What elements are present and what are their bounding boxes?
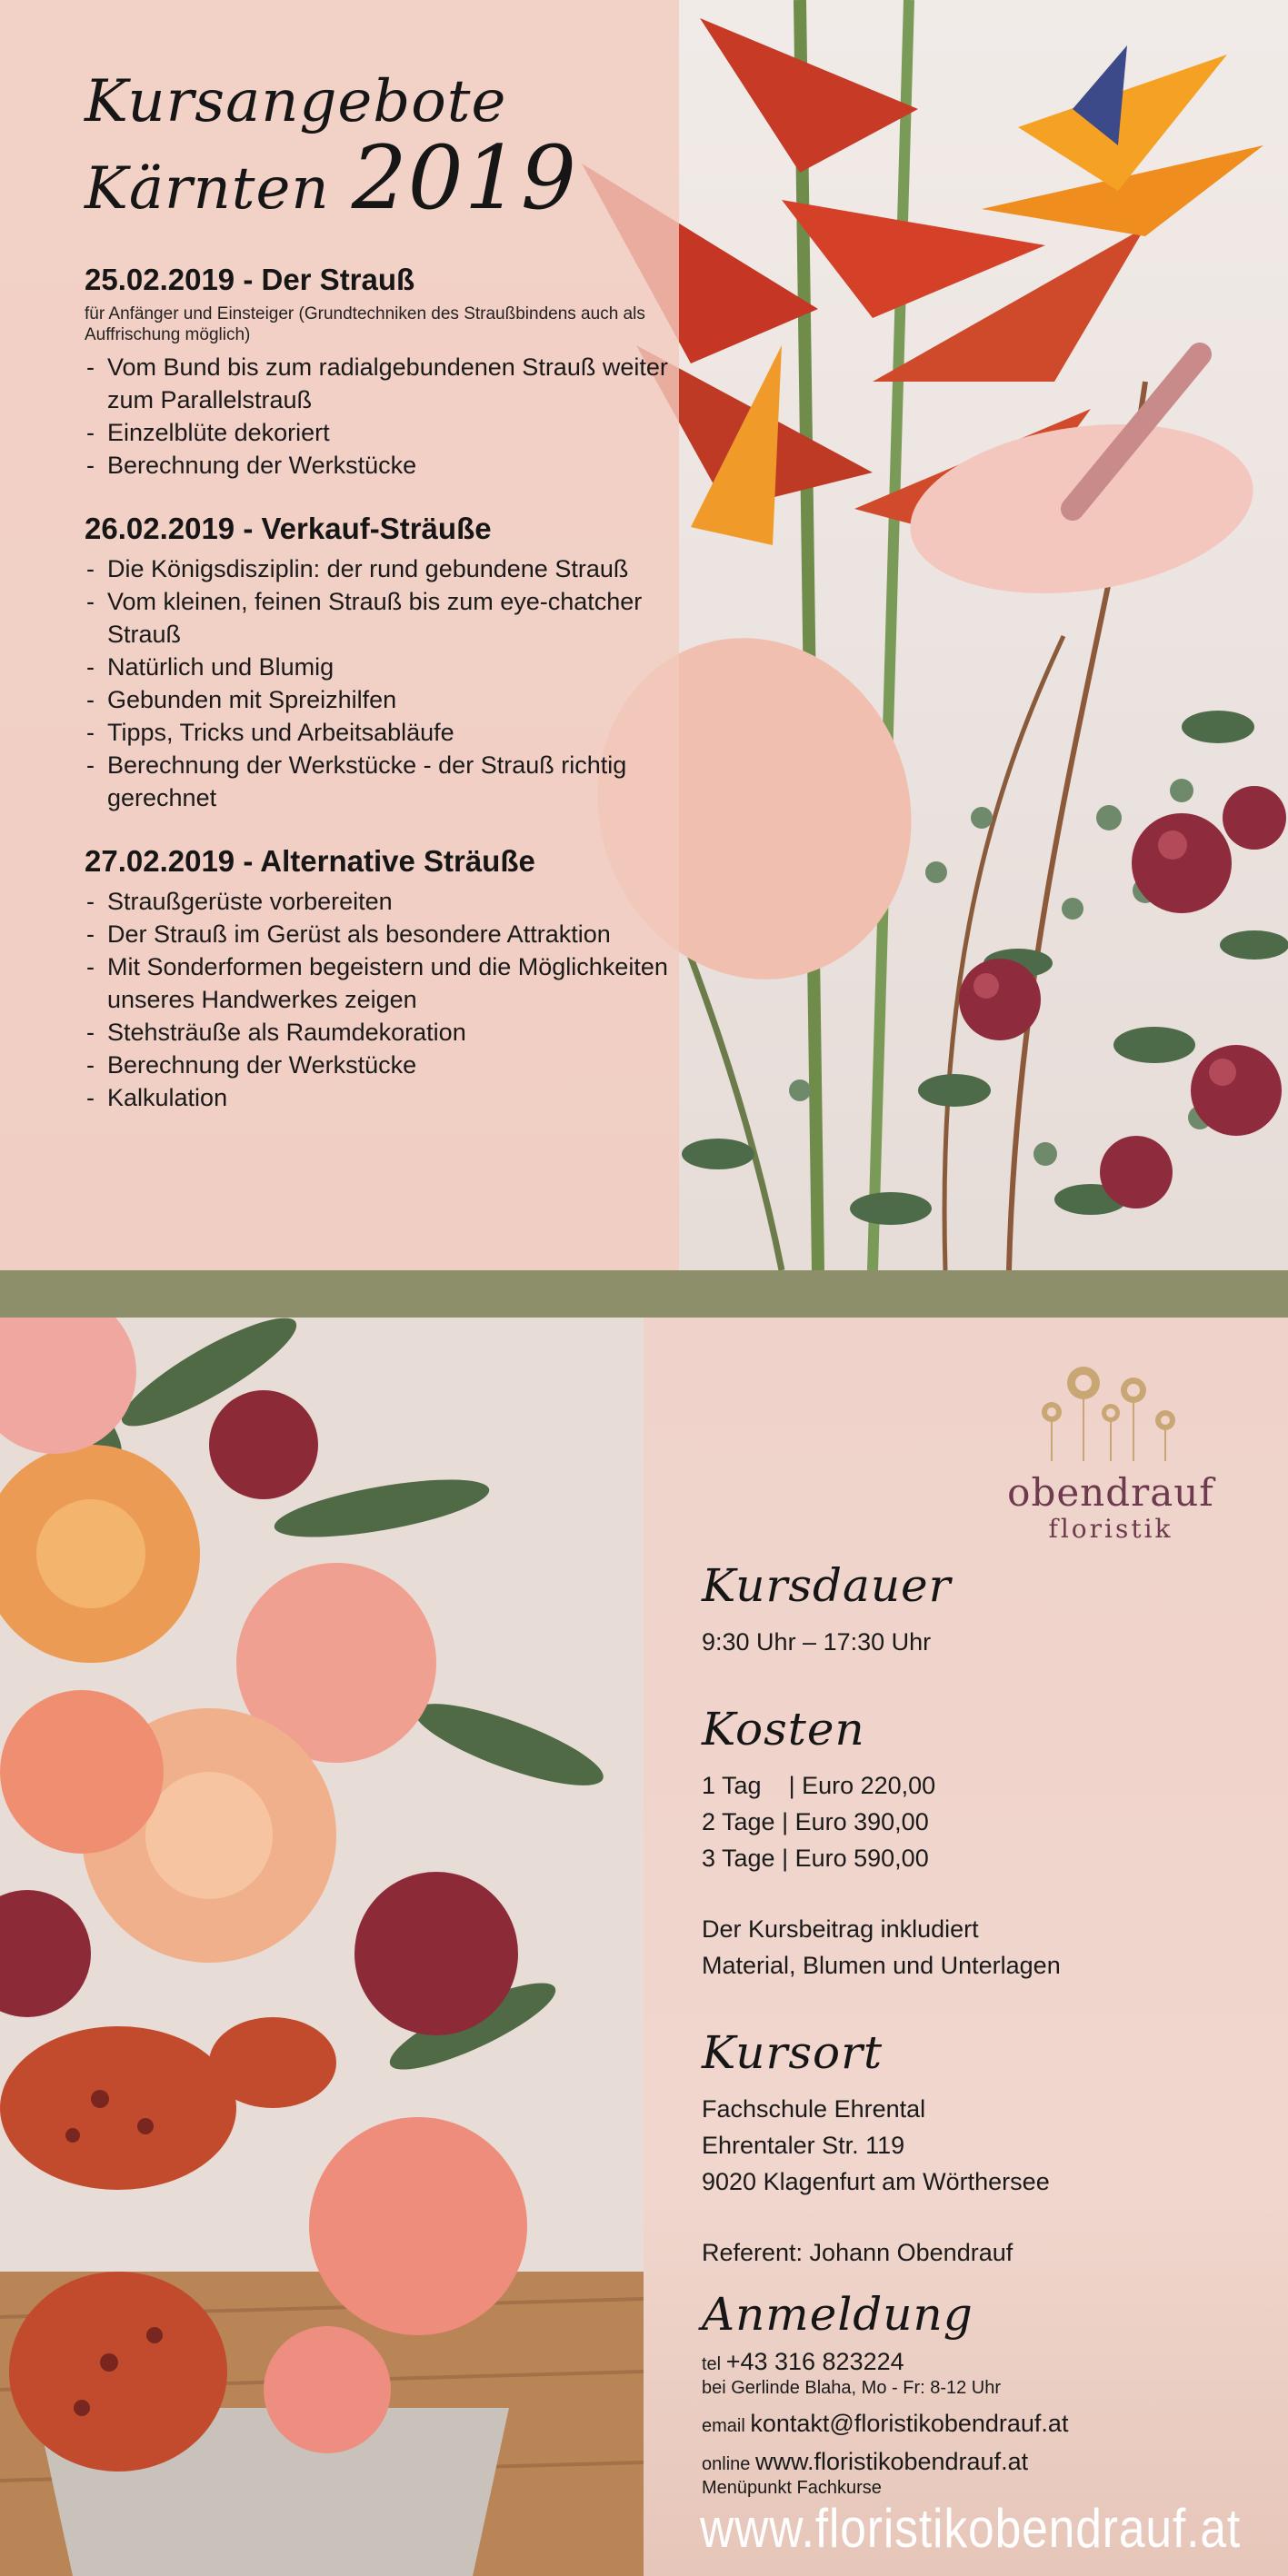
course-2 (85, 511, 684, 814)
course-1-subtitle: für Anfänger und Einsteiger (Grundtechniken des Straußbindens auch als Auffrischung möglich) (85, 304, 645, 344)
location-block (702, 2024, 1265, 2271)
list-item: - Natürlich und Blumig (85, 651, 684, 683)
list-item: - Mit Sonderformen begeistern und die Möglichkeiten unseres Handwerkes zeigen (85, 950, 684, 1016)
costs-note-line2: Material, Blumen und Unterlagen (702, 1952, 1061, 1979)
registration-heading: Anmeldung (702, 2288, 973, 2341)
course-text-column (85, 55, 684, 1114)
list-item: - Tipps, Tricks und Arbeitsabläufe (85, 716, 684, 749)
list-item: - Berechnung der Werkstücke - der Strauß richtig gerechnet (85, 749, 684, 814)
logo-subtitle: floristik (1048, 1514, 1173, 1544)
course-2-list (85, 552, 684, 814)
cost-line: 1 Tag | Euro 220,00 (702, 1772, 936, 1799)
tel-note: bei Gerlinde Blaha, Mo - Fr: 8-12 Uhr (702, 2378, 1002, 2398)
list-item: - Der Strauß im Gerüst als besondere Attraktion (85, 918, 684, 950)
duration-heading: Kursdauer (702, 1559, 952, 1612)
duration-block (702, 1557, 1265, 1660)
list-item: - Kalkulation (85, 1081, 684, 1114)
location-line1: Fachschule Ehrental (702, 2095, 926, 2123)
course-3 (85, 843, 684, 1114)
email-label: email (702, 2416, 745, 2436)
location-line3: 9020 Klagenfurt am Wörthersee (702, 2168, 1050, 2195)
dandelion-logo-icon (1033, 1363, 1188, 1463)
cost-line: 3 Tage | Euro 590,00 (702, 1845, 929, 1872)
course-1 (85, 262, 684, 482)
page-title-line1: Kursangebote (85, 68, 507, 135)
logo-name: obendrauf (1007, 1470, 1214, 1515)
page-title (85, 64, 684, 227)
location-heading: Kursort (702, 2026, 884, 2079)
course-3-list (85, 885, 684, 1114)
list-item: - Gebunden mit Spreizhilfen (85, 683, 684, 716)
costs-note-line1: Der Kursbeitrag inkludiert (702, 1915, 979, 1943)
duration-text: 9:30 Uhr – 17:30 Uhr (702, 1628, 932, 1656)
website-link[interactable]: www.floristikobendrauf.at (754, 2448, 1029, 2475)
costs-heading: Kosten (702, 1703, 865, 1755)
costs-block (702, 1700, 1265, 1984)
page-title-year: 2019 (351, 127, 577, 229)
list-item: - Stehsträuße als Raumdekoration (85, 1016, 684, 1049)
course-3-title: 27.02.2019 - Alternative Sträuße (85, 844, 535, 878)
list-item: - Einzelblüte dekoriert (85, 416, 684, 449)
divider-band (0, 1270, 1288, 1318)
online-note: Menüpunkt Fachkurse (702, 2478, 882, 2498)
registration-block (702, 2285, 1265, 2500)
page-title-line2: Kärnten (85, 155, 330, 223)
course-info (702, 1557, 1265, 2500)
list-item: - Vom Bund bis zum radialgebundenen Strauß weiter zum Parallelstrauß (85, 351, 684, 416)
phone-link[interactable]: +43 316 823224 (725, 2348, 904, 2375)
top-section (0, 0, 1288, 1270)
course-1-list (85, 351, 684, 482)
course-2-title: 26.02.2019 - Verkauf-Sträuße (85, 512, 492, 545)
list-item: - Berechnung der Werkstücke (85, 449, 684, 482)
bouquet-photo (0, 1318, 644, 2576)
list-item: - Die Königsdisziplin: der rund gebundene Strauß (85, 552, 684, 585)
list-item: - Berechnung der Werkstücke (85, 1049, 684, 1081)
tel-label: tel (702, 2354, 722, 2374)
location-line2: Ehrentaler Str. 119 (702, 2132, 905, 2159)
email-link[interactable]: kontakt@floristikobendrauf.at (750, 2410, 1069, 2437)
course-1-title: 25.02.2019 - Der Strauß (85, 263, 415, 296)
list-item: - Vom kleinen, feinen Strauß bis zum eye-chatcher Strauß (85, 585, 684, 651)
list-item: - Straußgerüste vorbereiten (85, 885, 684, 918)
brand-logo (974, 1363, 1247, 1545)
online-label: online (702, 2454, 751, 2474)
footer-website-link[interactable]: www.floristikobendrauf.at (700, 2498, 1242, 2559)
cost-line: 2 Tage | Euro 390,00 (702, 1808, 929, 1835)
speaker-text: Referent: Johann Obendrauf (702, 2239, 1013, 2266)
